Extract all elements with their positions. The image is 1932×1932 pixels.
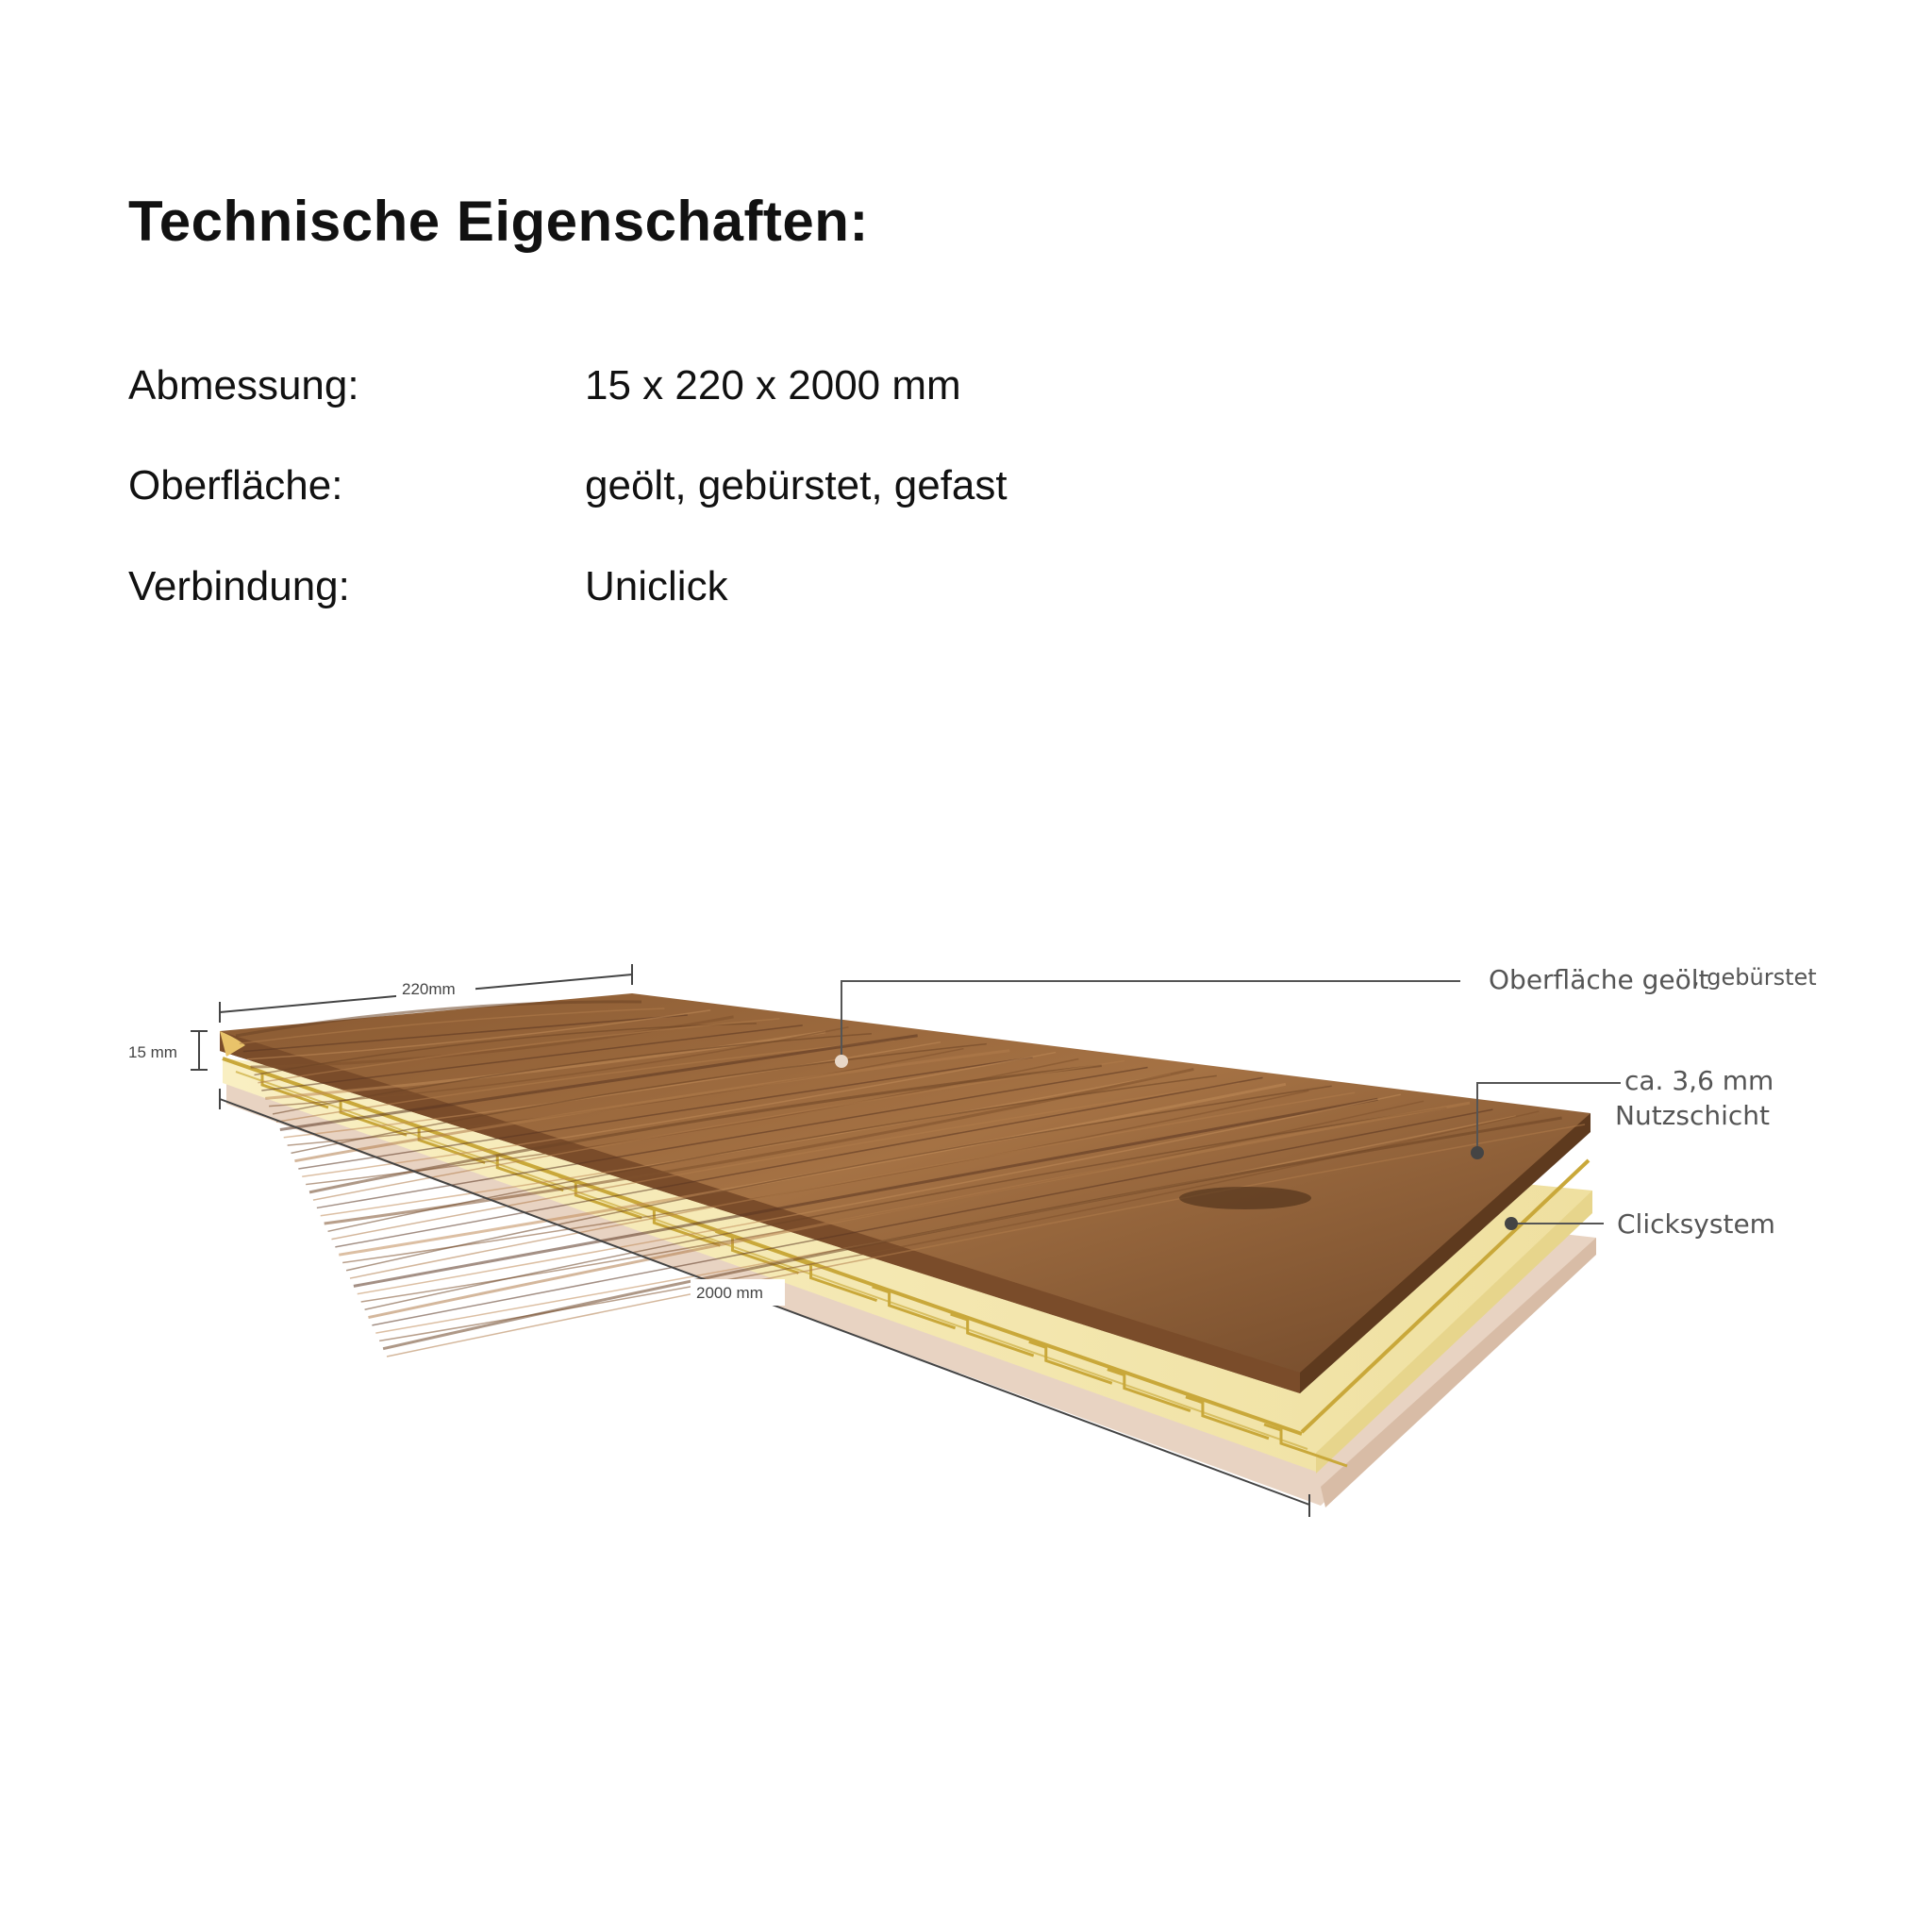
callout-surface-label-2: , gebürstet bbox=[1692, 964, 1817, 991]
callout-wear-layer-line1: ca. 3,6 mm bbox=[1624, 1065, 1774, 1096]
length-label: 2000 mm bbox=[696, 1284, 763, 1302]
spec-value: 15 x 220 x 2000 mm bbox=[585, 362, 961, 408]
thickness-label: 15 mm bbox=[128, 1043, 177, 1061]
spec-value: geölt, gebürstet, gefast bbox=[585, 462, 1008, 508]
spec-label: Oberfläche: bbox=[128, 462, 343, 508]
page-title: Technische Eigenschaften: bbox=[128, 190, 869, 253]
callout-surface-label: Oberfläche geölt bbox=[1489, 964, 1709, 995]
dimension-thickness bbox=[191, 1031, 208, 1070]
wood-knot bbox=[1179, 1187, 1311, 1209]
spec-value: Uniclick bbox=[585, 563, 728, 609]
callout-click-system-label: Clicksystem bbox=[1617, 1208, 1775, 1240]
spec-label: Abmessung: bbox=[128, 362, 359, 408]
spec-label: Verbindung: bbox=[128, 563, 350, 609]
width-label: 220mm bbox=[402, 980, 456, 998]
callout-wear-layer-line2: Nutzschicht bbox=[1615, 1100, 1770, 1131]
